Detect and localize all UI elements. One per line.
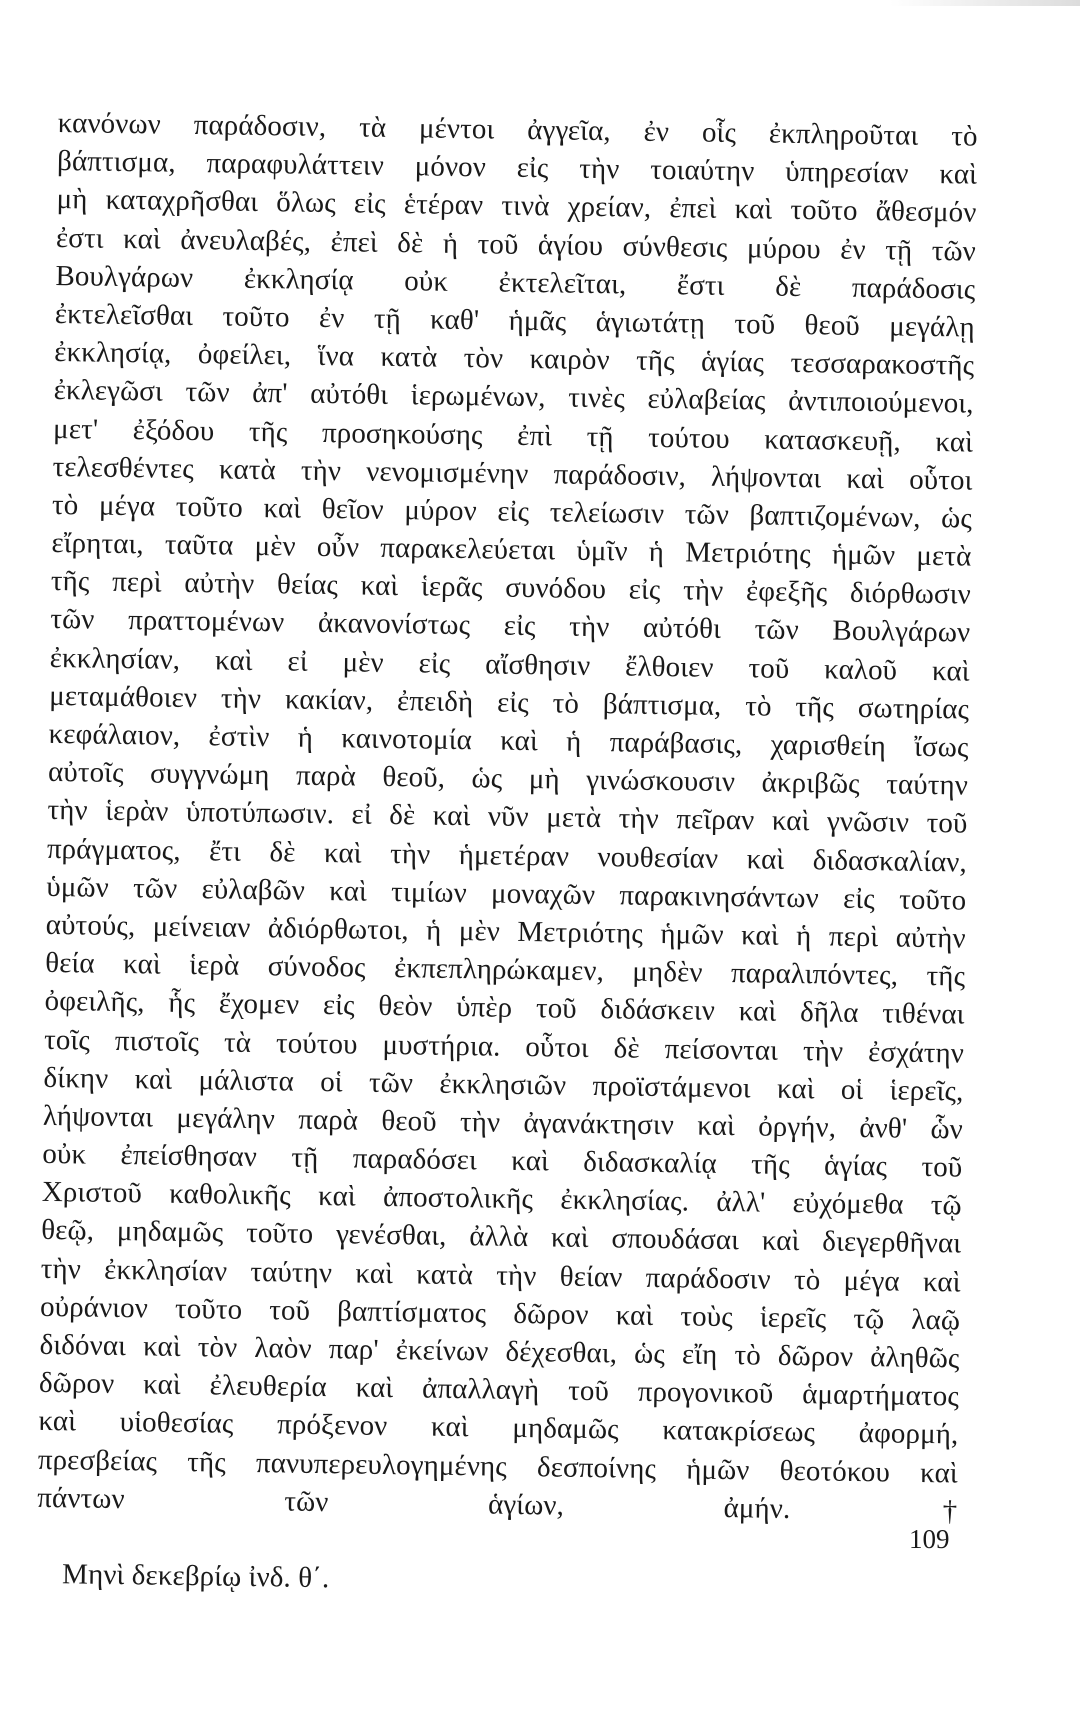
- text-line: μὴ καταχρῆσθαι ὅλως εἰς ἑτέραν τινὰ χρείαν, ἐπεὶ καὶ τοῦτο ἄθεσμόν: [56, 183, 977, 230]
- text-line: τοῖς πιστοῖς τὰ τούτου μυστήρια. οὗτοι δὲ πείσονται τὴν ἐσχάτην: [43, 1023, 965, 1070]
- body-text: [36, 104, 978, 1607]
- text-line: διδόναι καὶ τὸν λαὸν παρ' ἐκείνων δέχεσθαι, ὡς εἴη τὸ δῶρον ἀληθῶς: [39, 1328, 960, 1375]
- text-line: δῶρον καὶ ἐλευθερία καὶ ἀπαλλαγὴ τοῦ προγονικοῦ ἁμαρτήματος: [38, 1367, 960, 1413]
- text-line: ἐκτελεῖσθαι τοῦτο ἐν τῇ καθ' ἡμᾶς ἁγιωτάτῃ τοῦ θεοῦ μεγάλῃ: [54, 297, 976, 344]
- text-line: δίκην καὶ μάλιστα οἱ τῶν ἐκκλησιῶν προϊστάμενοι καὶ οἱ ἱερεῖς,: [43, 1061, 964, 1108]
- text-line: θεία καὶ ἱερὰ σύνοδος ἐκπεπληρώκαμεν, μηδὲν παραλιπόντες, τῆς: [45, 947, 966, 993]
- text-line: ἐκκλησίᾳ, ὀφείλει, ἵνα κατὰ τὸν καιρὸν τῆς ἁγίας τεσσαρακοστῆς: [54, 336, 975, 382]
- text-line: θεῷ, μηδαμῶς τοῦτο γενέσθαι, ἀλλὰ καὶ σπουδάσαι καὶ διεγερθῆναι: [41, 1214, 962, 1260]
- date-line: Μηνὶ δεκεβρίῳ ἰνδ. θ΄.: [61, 1558, 330, 1595]
- text-line: αὐτοῖς συγγνώμη παρὰ θεοῦ, ὡς μὴ γινώσκουσιν ἀκριβῶς ταύτην: [47, 756, 969, 802]
- scan-page-edge: [890, 0, 1080, 6]
- text-line: Βουλγάρων ἐκκλησίᾳ οὐκ ἐκτελεῖται, ἔστι δὲ παράδοσις: [55, 259, 976, 306]
- text-line: ὑμῶν τῶν εὐλαβῶν καὶ τιμίων μοναχῶν παρακινησάντων εἰς τοῦτο: [46, 870, 967, 917]
- text-line: βάπτισμα, παραφυλάττειν μόνον εἰς τὴν τοιαύτην ὑπηρεσίαν καὶ: [56, 145, 978, 191]
- text-line: τὸ μέγα τοῦτο καὶ θεῖον μύρον εἰς τελείωσιν τῶν βαπτιζομένων, ὡς: [51, 488, 973, 535]
- text-line: οὐκ ἐπείσθησαν τῇ παραδόσει καὶ διδασκαλίᾳ τῆς ἁγίας τοῦ: [42, 1137, 963, 1184]
- text-line: Χριστοῦ καθολικῆς καὶ ἀποστολικῆς ἐκκλησίας. ἀλλ' εὐχόμεθα τῷ: [41, 1176, 962, 1222]
- text-line: λήψονται μεγάλην παρὰ θεοῦ τὴν ἀγανάκτησιν καὶ ὀργήν, ἀνθ' ὧν: [42, 1099, 964, 1146]
- text-line: ἐκλεγῶσι τῶν ἀπ' αὐτόθι ἱερωμένων, τινὲς εὐλαβείας ἀντιποιούμενοι,: [53, 374, 974, 420]
- text-line: τὴν ἐκκλησίαν ταύτην καὶ κατὰ τὴν θείαν παράδοσιν τὸ μέγα καὶ: [40, 1252, 961, 1299]
- text-line: μετ' ἐξόδου τῆς προσηκούσης ἐπὶ τῇ τούτου κατασκευῇ, καὶ: [52, 412, 974, 459]
- text-line: τὴν ἱερὰν ὑποτύπωσιν. εἰ δὲ καὶ νῦν μετὰ τὴν πεῖραν καὶ γνῶσιν τοῦ: [47, 794, 968, 840]
- text-line: καὶ υἱοθεσίας πρόξενον καὶ μηδαμῶς κατακρίσεως ἀφορμή,: [38, 1405, 959, 1451]
- text-line: τῆς περὶ αὐτὴν θείας καὶ ἱερᾶς συνόδου εἰς τὴν ἐφεξῆς διόρθωσιν: [50, 565, 972, 611]
- text-line: οὐράνιον τοῦτο τοῦ βαπτίσματος δῶρον καὶ τοὺς ἱερεῖς τῷ λαῷ: [39, 1290, 961, 1337]
- text-line: εἴρηται, ταῦτα μὲν οὖν παρακελεύεται ὑμῖν ἡ Μετριότης ἡμῶν μετὰ: [51, 527, 972, 573]
- text-line: μεταμάθοιεν τὴν κακίαν, ἐπειδὴ εἰς τὸ βάπτισμα, τὸ τῆς σωτηρίας: [48, 679, 970, 726]
- text-line: πάντων τῶν ἁγίων, ἀμήν.†: [37, 1481, 958, 1528]
- text-line: ἐστι καὶ ἀνευλαβές, ἐπεὶ δὲ ἡ τοῦ ἁγίου σύνθεσις μύρου ἐν τῇ τῶν: [55, 221, 977, 268]
- text-line: ὀφειλῆς, ἧς ἔχομεν εἰς θεὸν ὑπὲρ τοῦ διδάσκειν καὶ δῆλα τιθέναι: [44, 985, 965, 1031]
- text-line: ἐκκλησίαν, καὶ εἰ μὲν εἰς αἴσθησιν ἔλθοιεν τοῦ καλοῦ καὶ: [49, 641, 970, 688]
- page-number: 109: [909, 1524, 950, 1554]
- text-line: κεφάλαιον, ἐστὶν ἡ καινοτομία καὶ ἡ παράβασις, χαρισθείη ἴσως: [48, 717, 969, 764]
- text-line: πρεσβείας τῆς πανυπερευλογημένης δεσποίνης ἡμῶν θεοτόκου καὶ: [37, 1443, 959, 1490]
- text-line: πράγματος, ἔτι δὲ καὶ τὴν ἡμετέραν νουθεσίαν καὶ διδασκαλίαν,: [46, 832, 968, 879]
- text-line: τελεσθέντες κατὰ τὴν νενομισμένην παράδοσιν, λήψονται καὶ οὗτοι: [52, 450, 973, 497]
- text-line: αὐτούς, μείνειαν ἀδιόρθωτοι, ἡ μὲν Μετριότης ἡμῶν καὶ ἡ περὶ αὐτὴν: [45, 908, 966, 955]
- text-line: κανόνων παράδοσιν, τὰ μέντοι ἀγγεῖα, ἐν οἷς ἐκπληροῦται τὸ: [57, 106, 978, 153]
- text-line: τῶν πραττομένων ἀκανονίστως εἰς τὴν αὐτόθι τῶν Βουλγάρων: [50, 603, 971, 650]
